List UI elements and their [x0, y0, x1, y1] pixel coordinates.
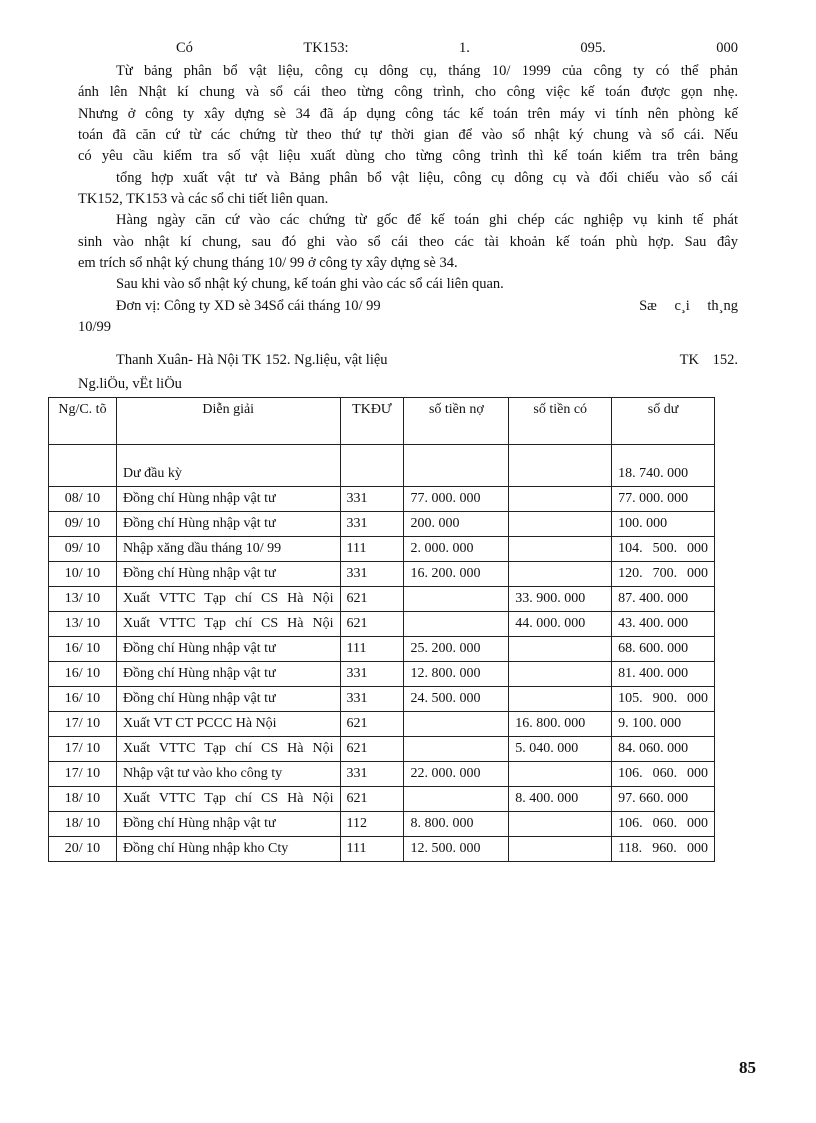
cell-date: 20/ 10: [49, 837, 117, 862]
cell-account: 621: [340, 712, 404, 737]
cell-date: 10/ 10: [49, 562, 117, 587]
cell-description: Đồng chí Hùng nhập vật tư: [116, 637, 340, 662]
cell-account: 331: [340, 762, 404, 787]
top-label: Có: [176, 40, 193, 56]
ledger-unit-line: [78, 296, 738, 316]
cell-date: 13/ 10: [49, 587, 117, 612]
table-row: [49, 812, 715, 837]
cell-account: 621: [340, 587, 404, 612]
cell-debit: [404, 712, 509, 737]
page-number: 85: [739, 1058, 756, 1077]
cell-date: [49, 445, 117, 487]
table-row: [49, 445, 715, 487]
cell-date: 13/ 10: [49, 612, 117, 637]
cell-description: Đồng chí Hùng nhập vật tư: [116, 512, 340, 537]
paragraph-line: ánh lên Nhật kí chung và sổ cái theo từng công trình, cho công việc kế toán được gọn nhẹ.: [78, 84, 738, 100]
top-amount-1: 1.: [459, 40, 470, 56]
table-row: [49, 712, 715, 737]
ledger-address: Thanh Xuân- Hà Nội TK 152. Ng.liệu, vật liệu: [116, 352, 388, 368]
cell-debit: 22. 000. 000: [404, 762, 509, 787]
cell-balance: 105. 900. 000: [612, 687, 715, 712]
cell-date: 08/ 10: [49, 487, 117, 512]
cell-description: Xuất VTTC Tạp chí CS Hà Nội: [116, 737, 340, 762]
ledger-account-name: Ng.liÖu, vËt liÖu: [78, 376, 182, 392]
cell-debit: [404, 737, 509, 762]
paragraph-line: Sau khi vào sổ nhật ký chung, kế toán ghi vào các sổ cái liên quan.: [116, 276, 504, 292]
cell-account: 331: [340, 662, 404, 687]
cell-debit: 2. 000. 000: [404, 537, 509, 562]
paragraph-line: toán đã căn cứ từ các chứng từ theo thứ tự thời gian để vào sổ nhật ký chung và sổ cái. Nếu: [78, 127, 738, 143]
paragraph-line: TK152, TK153 và các sổ chi tiết liên quan.: [78, 191, 329, 207]
cell-debit: 12. 500. 000: [404, 837, 509, 862]
cell-balance: 106. 060. 000: [612, 812, 715, 837]
cell-description: Nhập vật tư vào kho công ty: [116, 762, 340, 787]
cell-account: [340, 445, 404, 487]
cell-credit: 16. 800. 000: [509, 712, 612, 737]
col-header-date: Ng/C. tõ: [49, 398, 117, 445]
cell-balance: 120. 700. 000: [612, 562, 715, 587]
cell-date: 16/ 10: [49, 637, 117, 662]
cell-account: 112: [340, 812, 404, 837]
table-row: [49, 837, 715, 862]
cell-balance: 104. 500. 000: [612, 537, 715, 562]
cell-debit: 16. 200. 000: [404, 562, 509, 587]
cell-account: 331: [340, 562, 404, 587]
ledger-table: [48, 397, 715, 862]
cell-credit: [509, 445, 612, 487]
paragraph-line: Từ bảng phân bổ vật liệu, công cụ dông cụ, tháng 10/ 1999 của công ty có thể phản: [116, 63, 738, 79]
ledger-address-line: [78, 350, 738, 370]
top-account: TK153:: [303, 40, 349, 56]
cell-credit: [509, 662, 612, 687]
ledger-title-garbled: Sæ c¸i th¸ng: [639, 298, 738, 314]
cell-description: Xuất VT CT PCCC Hà Nội: [116, 712, 340, 737]
top-account-line: [78, 38, 738, 58]
table-row: [49, 612, 715, 637]
table-row: [49, 587, 715, 612]
cell-debit: 24. 500. 000: [404, 687, 509, 712]
paragraph-line: Hàng ngày căn cứ vào các chứng từ gốc để kế toán ghi chép các nghiệp vụ kinh tế phát: [116, 212, 738, 228]
cell-credit: 5. 040. 000: [509, 737, 612, 762]
cell-balance: 106. 060. 000: [612, 762, 715, 787]
top-amount-3: 000: [716, 40, 738, 56]
cell-credit: 33. 900. 000: [509, 587, 612, 612]
cell-credit: [509, 537, 612, 562]
cell-account: 621: [340, 612, 404, 637]
cell-balance: 118. 960. 000: [612, 837, 715, 862]
ledger-month: 10/99: [78, 319, 112, 335]
cell-credit: [509, 812, 612, 837]
paragraph-line: sinh vào nhật kí chung, sau đó ghi vào sổ cái theo các tài khoản kế toán phù hợp. Sau đây: [78, 234, 738, 250]
paragraph-line: em trích sổ nhật ký chung tháng 10/ 99 ở công ty xây dựng sè 34.: [78, 255, 458, 271]
paragraph-line: tổng hợp xuất vật tư và Bảng phân bổ vật liệu, công cụ dông cụ và đối chiếu vào sổ cái: [116, 170, 738, 186]
cell-description: Đồng chí Hùng nhập vật tư: [116, 487, 340, 512]
cell-description: Đồng chí Hùng nhập vật tư: [116, 562, 340, 587]
cell-debit: 200. 000: [404, 512, 509, 537]
table-row: [49, 537, 715, 562]
cell-description: Đồng chí Hùng nhập vật tư: [116, 662, 340, 687]
cell-balance: 43. 400. 000: [612, 612, 715, 637]
table-row: [49, 512, 715, 537]
ledger-body: [49, 445, 715, 862]
cell-description: Xuất VTTC Tạp chí CS Hà Nội: [116, 587, 340, 612]
cell-account: 111: [340, 537, 404, 562]
table-row: [49, 662, 715, 687]
cell-balance: 77. 000. 000: [612, 487, 715, 512]
cell-date: 18/ 10: [49, 812, 117, 837]
table-header-row: [49, 398, 715, 445]
cell-account: 331: [340, 687, 404, 712]
cell-date: 16/ 10: [49, 662, 117, 687]
cell-balance: 81. 400. 000: [612, 662, 715, 687]
col-header-credit: số tiền có: [509, 398, 612, 445]
table-row: [49, 737, 715, 762]
col-header-debit: số tiền nợ: [404, 398, 509, 445]
cell-credit: [509, 512, 612, 537]
cell-description: Đồng chí Hùng nhập vật tư: [116, 687, 340, 712]
ledger-account: TK 152.: [679, 352, 738, 368]
table-row: [49, 637, 715, 662]
cell-credit: 8. 400. 000: [509, 787, 612, 812]
ledger-unit: Đơn vị: Công ty XD sè 34Sổ cái tháng 10/ 99: [116, 298, 381, 314]
cell-date: 17/ 10: [49, 712, 117, 737]
cell-description: Nhập xăng dầu tháng 10/ 99: [116, 537, 340, 562]
cell-description: Đồng chí Hùng nhập vật tư: [116, 812, 340, 837]
cell-balance: 87. 400. 000: [612, 587, 715, 612]
table-row: [49, 762, 715, 787]
cell-debit: [404, 587, 509, 612]
cell-description: Đồng chí Hùng nhập kho Cty: [116, 837, 340, 862]
cell-balance: 100. 000: [612, 512, 715, 537]
paragraph-line: Nhưng ở công ty xây dựng sè 34 đã áp dụng công tác kế toán trên máy vi tính nên phòng kế: [78, 106, 738, 122]
paragraph-line: có yêu cầu kiểm tra số vật liệu xuất dùng cho từng công trình thì kế toán kiểm tra trên bảng: [78, 148, 738, 164]
top-amount-2: 095.: [580, 40, 606, 56]
cell-debit: 8. 800. 000: [404, 812, 509, 837]
table-row: [49, 687, 715, 712]
col-header-balance: số dư: [612, 398, 715, 445]
table-row: [49, 787, 715, 812]
cell-description: Xuất VTTC Tạp chí CS Hà Nội: [116, 787, 340, 812]
cell-debit: 25. 200. 000: [404, 637, 509, 662]
cell-description: Dư đầu kỳ: [116, 445, 340, 487]
cell-debit: 12. 800. 000: [404, 662, 509, 687]
cell-credit: 44. 000. 000: [509, 612, 612, 637]
cell-balance: 18. 740. 000: [612, 445, 715, 487]
cell-credit: [509, 562, 612, 587]
cell-credit: [509, 637, 612, 662]
table-row: [49, 562, 715, 587]
cell-date: 16/ 10: [49, 687, 117, 712]
col-header-description: Diễn giải: [116, 398, 340, 445]
cell-credit: [509, 687, 612, 712]
cell-date: 18/ 10: [49, 787, 117, 812]
cell-credit: [509, 487, 612, 512]
cell-balance: 84. 060. 000: [612, 737, 715, 762]
col-header-account: TKĐƯ: [340, 398, 404, 445]
cell-balance: 68. 600. 000: [612, 637, 715, 662]
cell-balance: 97. 660. 000: [612, 787, 715, 812]
cell-date: 09/ 10: [49, 537, 117, 562]
cell-date: 17/ 10: [49, 762, 117, 787]
table-row: [49, 487, 715, 512]
cell-credit: [509, 762, 612, 787]
cell-debit: [404, 787, 509, 812]
cell-account: 111: [340, 837, 404, 862]
cell-debit: [404, 612, 509, 637]
cell-description: Xuất VTTC Tạp chí CS Hà Nội: [116, 612, 340, 637]
cell-date: 17/ 10: [49, 737, 117, 762]
cell-balance: 9. 100. 000: [612, 712, 715, 737]
cell-account: 331: [340, 487, 404, 512]
cell-account: 331: [340, 512, 404, 537]
cell-date: 09/ 10: [49, 512, 117, 537]
cell-account: 621: [340, 787, 404, 812]
cell-account: 111: [340, 637, 404, 662]
cell-account: 621: [340, 737, 404, 762]
cell-credit: [509, 837, 612, 862]
cell-debit: 77. 000. 000: [404, 487, 509, 512]
cell-debit: [404, 445, 509, 487]
